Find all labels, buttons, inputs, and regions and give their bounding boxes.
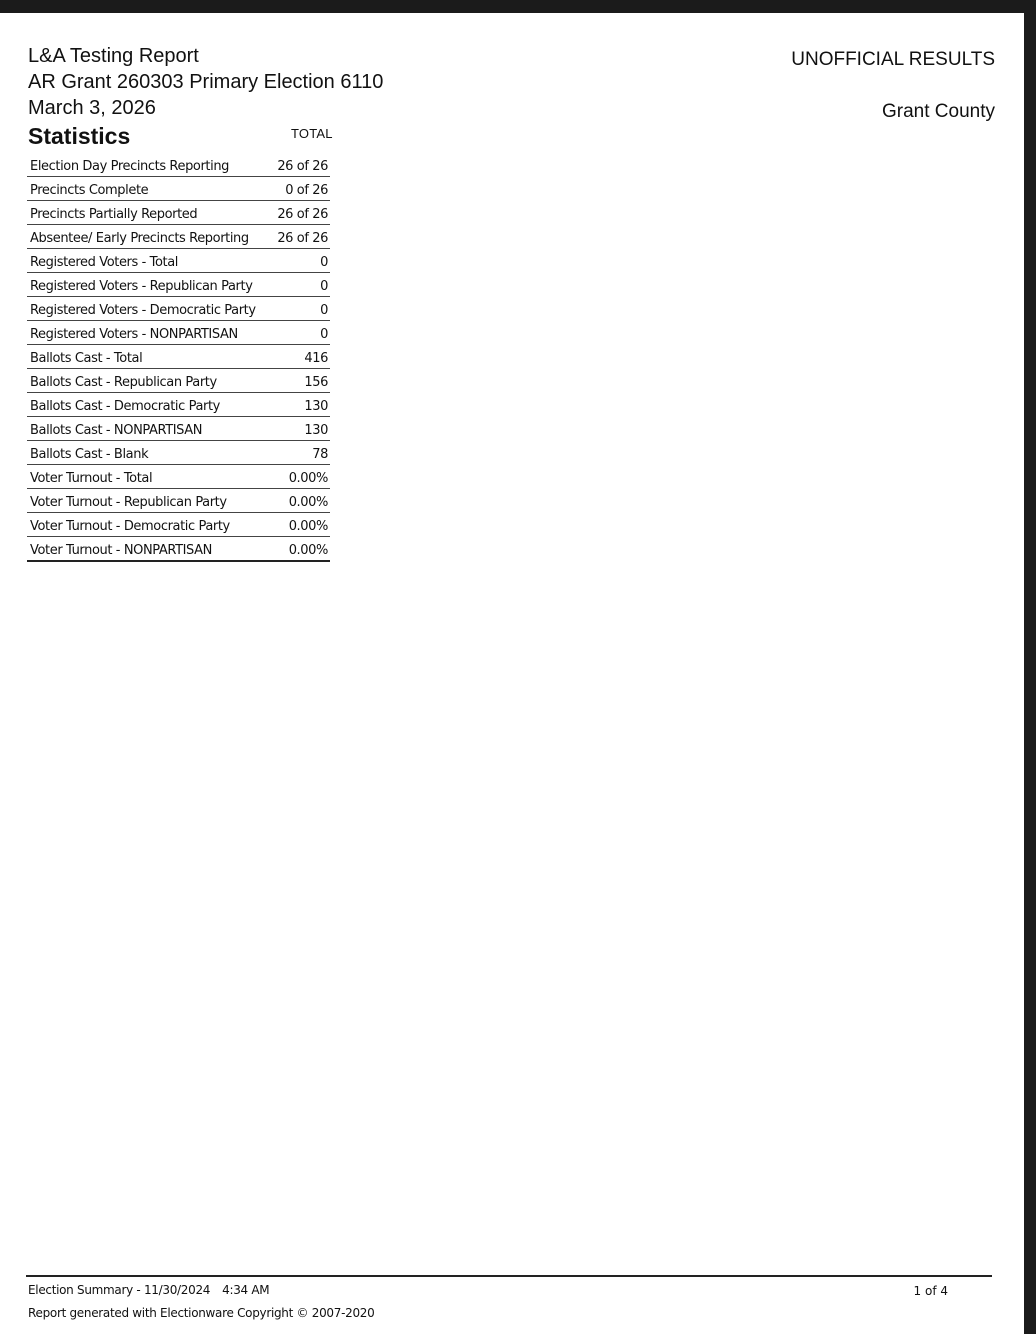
row-label: Registered Voters - NONPARTISAN [27, 321, 258, 345]
row-label: Registered Voters - Total [27, 249, 258, 273]
row-value: 78 [258, 441, 330, 465]
row-value: 0.00% [258, 537, 330, 562]
table-row [27, 321, 330, 345]
table-row [27, 417, 330, 441]
row-label: Ballots Cast - NONPARTISAN [27, 417, 258, 441]
row-value: 26 of 26 [258, 153, 330, 177]
table-row [27, 273, 330, 297]
report-status-block [791, 49, 995, 123]
row-label: Voter Turnout - NONPARTISAN [27, 537, 258, 562]
row-label: Ballots Cast - Democratic Party [27, 393, 258, 417]
row-value: 0 [258, 297, 330, 321]
table-row [27, 345, 330, 369]
table-row [27, 393, 330, 417]
footer-divider [26, 1275, 992, 1277]
page-number: 1 of 4 [913, 1284, 948, 1298]
election-name: AR Grant 260303 Primary Election 6110 [28, 71, 384, 93]
table-row [27, 297, 330, 321]
table-row [27, 153, 330, 177]
row-label: Ballots Cast - Total [27, 345, 258, 369]
table-row [27, 225, 330, 249]
row-value: 0.00% [258, 513, 330, 537]
table-row [27, 489, 330, 513]
row-value: 0 [258, 249, 330, 273]
jurisdiction-label: Grant County [882, 101, 995, 122]
table-row [27, 201, 330, 225]
footer-time: 4:34 AM [222, 1283, 270, 1297]
row-value: 0.00% [258, 489, 330, 513]
status-label: UNOFFICIAL RESULTS [791, 49, 995, 70]
election-date: March 3, 2026 [28, 97, 156, 119]
row-label: Registered Voters - Democratic Party [27, 297, 258, 321]
table-row [27, 369, 330, 393]
row-value: 130 [258, 417, 330, 441]
row-label: Voter Turnout - Total [27, 465, 258, 489]
section-title: Statistics [28, 123, 131, 149]
row-value: 0.00% [258, 465, 330, 489]
footer-summary-line [28, 1279, 374, 1302]
row-value: 0 [258, 321, 330, 345]
row-value: 0 of 26 [258, 177, 330, 201]
table-row [27, 249, 330, 273]
table-row [27, 513, 330, 537]
footer-info [28, 1279, 374, 1325]
row-value: 0 [258, 273, 330, 297]
row-value: 130 [258, 393, 330, 417]
row-value: 416 [258, 345, 330, 369]
footer-summary: Election Summary - 11/30/2024 [28, 1283, 211, 1297]
table-row [27, 465, 330, 489]
row-label: Ballots Cast - Republican Party [27, 369, 258, 393]
table-row [27, 177, 330, 201]
statistics-table [27, 153, 330, 562]
row-label: Precincts Complete [27, 177, 258, 201]
report-header [28, 43, 488, 150]
table-row [27, 441, 330, 465]
row-value: 26 of 26 [258, 201, 330, 225]
report-title: L&A Testing Report [28, 45, 199, 67]
table-row [27, 537, 330, 562]
total-column-header: TOTAL [291, 126, 333, 141]
report-page [0, 13, 1024, 1334]
row-label: Ballots Cast - Blank [27, 441, 258, 465]
row-label: Absentee/ Early Precincts Reporting [27, 225, 258, 249]
row-label: Registered Voters - Republican Party [27, 273, 258, 297]
statistics-table-body [27, 153, 330, 561]
row-label: Voter Turnout - Republican Party [27, 489, 258, 513]
row-label: Election Day Precincts Reporting [27, 153, 258, 177]
row-value: 26 of 26 [258, 225, 330, 249]
row-label: Precincts Partially Reported [27, 201, 258, 225]
row-value: 156 [258, 369, 330, 393]
footer-generated: Report generated with Electionware Copyright © 2007-2020 [28, 1306, 375, 1320]
row-label: Voter Turnout - Democratic Party [27, 513, 258, 537]
